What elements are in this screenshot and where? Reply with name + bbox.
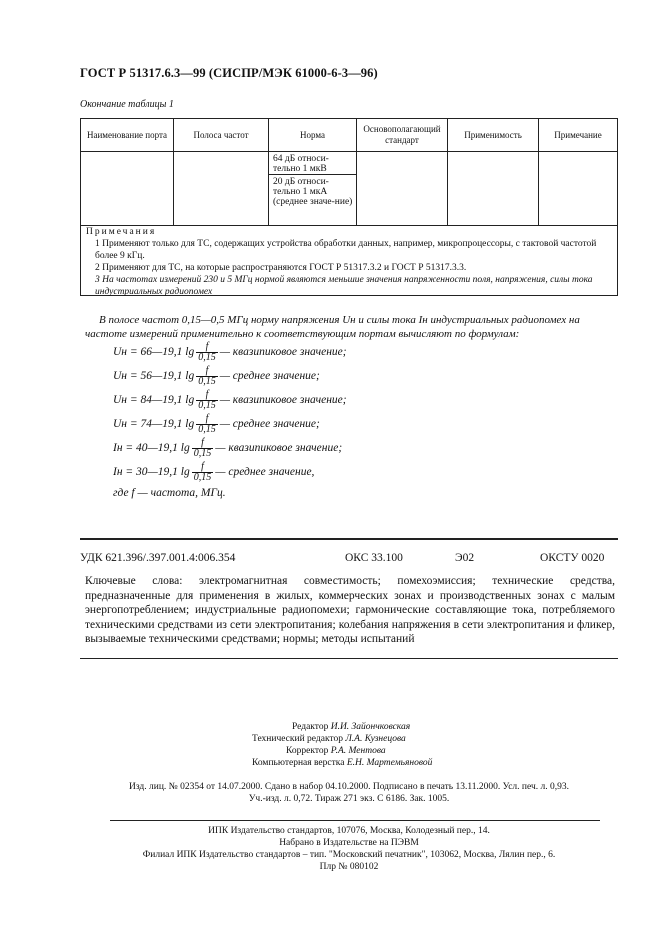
oks-code: ОКС 33.100 xyxy=(345,552,403,564)
publisher-line-1: ИПК Издательство стандартов, 107076, Москва, Колодезный пер., 14. xyxy=(208,826,490,836)
note-2: 2 Применяют для ТС, на которые распространяются ГОСТ Р 51317.3.2 и ГОСТ Р 51317.3.3. xyxy=(95,263,467,273)
divider-top xyxy=(80,538,618,540)
table-cell xyxy=(81,152,174,226)
divider-bottom xyxy=(80,658,618,659)
imprint-line-2: Уч.-изд. л. 0,72. Тираж 271 экз. С 6186. Зак. 1005. xyxy=(248,794,450,804)
norm-cell xyxy=(269,152,357,226)
variable-definition: где f — частота, МГц. xyxy=(113,487,226,499)
table-cell xyxy=(448,152,539,226)
credit-editor: Редактор И.И. Зайончковская xyxy=(292,722,411,732)
publisher-line-2: Набрано в Издательстве на ПЭВМ xyxy=(279,838,419,848)
credit-proofreader: Корректор Р.А. Ментова xyxy=(286,746,386,756)
col-header-applicability: Применимость xyxy=(448,119,539,152)
divider-publisher xyxy=(110,820,600,821)
table-header-row xyxy=(81,119,618,152)
credit-layout: Компьютерная верстка Е.Н. Мартемьяновой xyxy=(252,758,433,768)
norm-value-current: 20 дБ относи-тельно 1 мкА (среднее значе-ние) xyxy=(273,177,353,207)
formula-3: Uн = 84—19,1 lg $\frac{f}{0,15}$ — квазипиковое значение; xyxy=(113,389,347,411)
okstu-code: ОКСТУ 0020 xyxy=(540,552,605,564)
publisher-line-4: Плр № 080102 xyxy=(319,862,379,872)
norms-table xyxy=(80,118,618,226)
col-header-band: Полоса частот xyxy=(174,119,269,152)
credit-tech-editor: Технический редактор Л.А. Кузнецова xyxy=(252,734,406,744)
table-row xyxy=(81,152,618,226)
table-cell xyxy=(357,152,448,226)
col-header-port: Наименование порта xyxy=(81,119,174,152)
table-cell xyxy=(174,152,269,226)
publisher-line-3: Филиал ИПК Издательство стандартов – тип. "Московский печатник", 103062, Москва, Лялин пер., 6. xyxy=(142,850,556,860)
norm-value-voltage: 64 дБ относи-тельно 1 мкВ xyxy=(269,152,356,175)
table-caption: Окончание таблицы 1 xyxy=(80,99,174,110)
formula-1: Uн = 66—19,1 lg $\frac{f}{0,15}$ — квазипиковое значение; xyxy=(113,341,347,363)
col-header-note: Примечание xyxy=(539,119,618,152)
table-cell xyxy=(539,152,618,226)
keywords-paragraph: Ключевые слова: электромагнитная совместимость; помехоэмиссия; технические средства, предназначенные для применения в жилых, коммерческих зонах и производственных зонах с малым энергопотреблением; индустриальные радиопомехи; гармонические составляющие тока, потребляемого техническими средствами из сети электропитания; колебания напряжения в сети электропитания и фликер, вызываемые техническими средствами; нормы; методы испытаний xyxy=(85,575,615,645)
page-header-title: ГОСТ Р 51317.6.3—99 (СИСПР/МЭК 61000-6-3—96) xyxy=(80,66,378,80)
formula-6: Iн = 30—19,1 lg $\frac{f}{0,15}$ — среднее значение, xyxy=(113,461,315,483)
notes-title: Примечания xyxy=(86,227,157,237)
col-header-standard: Основополагающий стандарт xyxy=(357,119,448,152)
formula-5: Iн = 40—19,1 lg $\frac{f}{0,15}$ — квазипиковое значение; xyxy=(113,437,343,459)
col-header-norm: Норма xyxy=(269,119,357,152)
formula-4: Uн = 74—19,1 lg $\frac{f}{0,15}$ — среднее значение; xyxy=(113,413,320,435)
group-code: Э02 xyxy=(455,552,475,564)
formula-intro-paragraph: В полосе частот 0,15—0,5 МГц норму напряжения Uн и силы тока Iн индустриальных радиопомех на частоте измерений применительно к соответствующим портам вычисляют по формулам: xyxy=(85,314,580,340)
table-notes xyxy=(80,224,618,296)
udk-code: УДК 621.396/.397.001.4:006.354 xyxy=(80,552,236,564)
note-3: 3 На частотах измерений 230 и 5 МГц нормой являются меньшие значения напряженности поля, напряжения, силы тока индустриальных радиопомех xyxy=(95,275,593,297)
formula-2: Uн = 56—19,1 lg $\frac{f}{0,15}$ — среднее значение; xyxy=(113,365,320,387)
note-1: 1 Применяют только для ТС, содержащих устройства обработки данных, например, микропроцессоры, с тактовой частотой более 9 кГц. xyxy=(95,239,597,261)
imprint-line-1: Изд. лиц. № 02354 от 14.07.2000. Сдано в набор 04.10.2000. Подписано в печать 13.11.2000. Усл. печ. л. 0,93. xyxy=(128,782,569,792)
